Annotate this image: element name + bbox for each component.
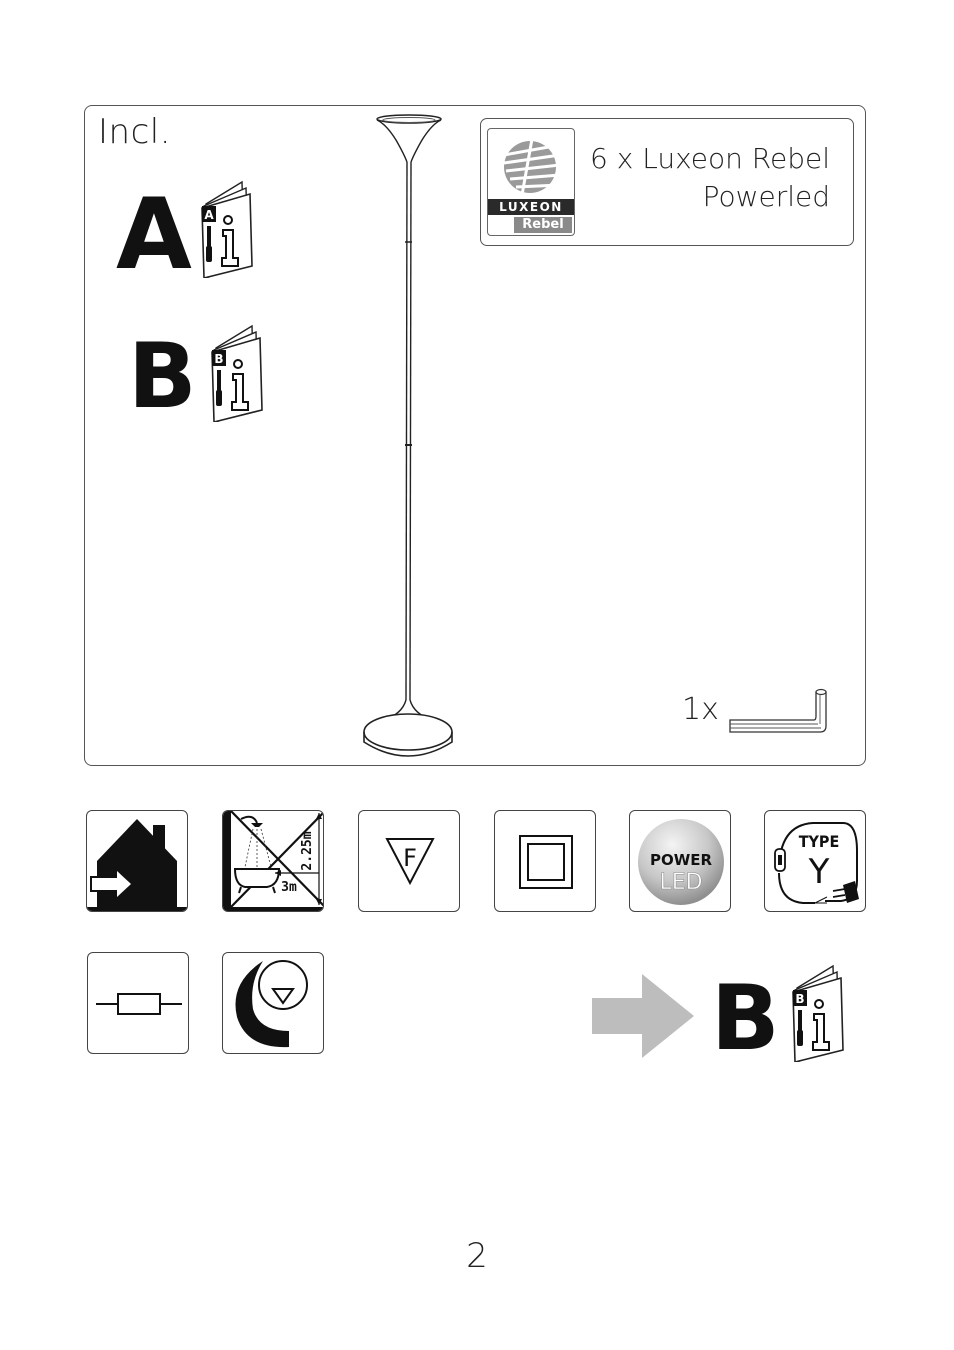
- indoor-use-symbol: [86, 810, 188, 912]
- power-led-bottom-text: LED: [659, 870, 703, 895]
- reference-manual-book-icon: [789, 964, 847, 1062]
- luxeon-sunburst-icon: [502, 135, 562, 197]
- fuse-symbol: [87, 952, 189, 1054]
- svg-text:B: B: [795, 992, 805, 1006]
- manual-b-letter: B: [128, 324, 197, 429]
- reference-manual-letter: B: [711, 966, 780, 1071]
- manual-a-book-icon: [198, 180, 256, 278]
- reference-arrow-icon: [592, 974, 696, 1058]
- type-y-cable-icon: [765, 811, 866, 912]
- double-square-icon: [495, 811, 596, 912]
- f-triangle-icon: [359, 811, 460, 912]
- manual-a-letter: A: [116, 178, 192, 292]
- class-two-symbol: [494, 810, 596, 912]
- indoor-house-icon: [87, 811, 188, 912]
- luxeon-logo: [487, 128, 575, 236]
- type-label: TYPE: [798, 832, 840, 851]
- shower-distance-label: 3m: [281, 880, 297, 895]
- floor-lamp-illustration: [356, 110, 466, 765]
- luxeon-logo-bottom: Rebel: [514, 217, 572, 233]
- svg-text:A: A: [204, 208, 214, 222]
- hex-key-icon: [726, 686, 830, 738]
- type-letter: Y: [808, 852, 830, 892]
- dimmer-moon-icon: [223, 953, 324, 1054]
- hex-key-quantity: 1x: [682, 692, 719, 727]
- fuse-icon: [88, 953, 189, 1054]
- led-info-line-2: Powerled: [702, 180, 830, 213]
- page-number: 2: [466, 1236, 488, 1276]
- power-led-top-text: POWER: [649, 851, 713, 869]
- luxeon-logo-top: LUXEON: [488, 199, 574, 215]
- type-y-cable-symbol: [764, 810, 866, 912]
- power-led-symbol: [629, 810, 731, 912]
- dimmable-symbol: [222, 952, 324, 1054]
- f-mark-letter: F: [403, 844, 417, 872]
- shower-height-label: 2.25m: [300, 831, 315, 871]
- power-led-icon: [630, 811, 731, 912]
- bathroom-zone-symbol: [222, 810, 324, 912]
- included-heading: Incl.: [98, 112, 172, 152]
- led-info-line-1: 6 x Luxeon Rebel: [590, 142, 830, 175]
- shower-distance-icon: [223, 811, 324, 912]
- f-mark-symbol: [358, 810, 460, 912]
- manual-b-book-icon: [208, 324, 266, 422]
- svg-text:B: B: [214, 352, 224, 366]
